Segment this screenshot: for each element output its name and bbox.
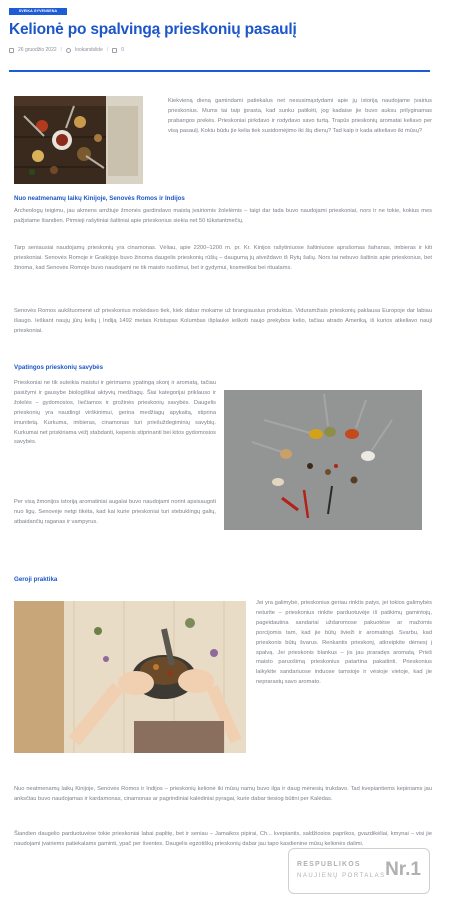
comment-icon	[112, 48, 117, 53]
section-heading-practice: Geroji praktika	[14, 576, 58, 583]
properties-paragraph-2: Per visą žmonijos istoriją aromatiniai augalai buvo naudojami norint apsisaugoti nuo ligų. Senovėje netgi tikėta, kad kai kurie prieskoniai turi stebuklingų galių, atbaidančių raganas ir vampyrus.	[14, 499, 216, 525]
meta-separator: /	[106, 47, 109, 53]
section-heading-history: Nuo neatmenamų laikų Kinijoje, Senovės Romos ir Indijos	[14, 195, 185, 202]
watermark-top: RESPUBLIKOS	[297, 861, 361, 868]
author-icon	[66, 48, 71, 53]
history-paragraph-2: Tarp seniausiai naudojamų prieskonių yra cinamonas. Vėliau, apie 2200–1200 m. pr. Kr. Kinijos rašytiniuose šaltiniuose aprašomas šafranas, imbieras ir kiti prieskoniai. Senovės Romoje ir Graikijoje buvo žinoma daugelis prieskonių rūšių – daugumą jų atveždavo iš Rytų šalių. Nors tai nebuvo šaltinis apie prieskonius, bet žinoma, kad Senovės Romoje buvo naudojami ne tik maisto ruošimui, bet ir gydymui, kosmetikai bei ritualams.	[14, 245, 432, 271]
spices-board-image	[14, 96, 143, 184]
closing-paragraph-2: Šiandien daugelio parduotuvėse tokie prieskoniai labai paplitę, bet ir seniau – Jamaikos pipirai, Ch... kvepiantis, saldžiosios paprikos, gvazdikėliai, kmynai – visi jie naudojami įvairiems patiekalams gaminti, ypač per šventes. Daugelis egzotiškų prieskonių dabar jau tapo kasdienine mūsų kelionės dalimi.	[14, 831, 432, 847]
section-heading-properties: Vpatingos prieskonių savybės	[14, 364, 104, 371]
article-title: Kelionė po spalvingą prieskonių pasaulį	[9, 21, 297, 38]
portal-watermark	[288, 848, 430, 894]
history-paragraph-1: Archeologų teigimu, jau akmens amžiuje žmonės gardindavo maistą įvairiomis žolelėmis – taigi dar tada buvo naudojami prieskoniai, nors ir ne tokie, kokius mes pažįstame šiandien. Pirmieji rašytiniai šaltiniai apie prieskonius siekia net 50 tūkstantmečių.	[14, 208, 432, 224]
spice-spoons-image	[224, 390, 422, 530]
properties-paragraph-1: Prieskoniai ne tik suteikia maistui ir gėrimams ypatingą skonį ir aromatą, tačiau pasižymi ir gausybe biologiškai aktyvių medžiagų. Šiai kategorijai priklauso ir žolelės – gydomosios, liečiamos ir grožinės prieskonių savybės. Daugelis prieskonių yra naudingi virškinimui, gerina medžiagų apykaitą, stiprina imunitetą. Kurkuma, imbieras, cinamonas turi priešuždegiminių savybių. Kurkumai net priskiriama vėžį stabdanti, kepenis stiprinanti bei kitos gydomosios savybės.	[14, 380, 216, 446]
watermark-bottom: NAUJIENŲ PORTALAS	[297, 873, 386, 879]
header-divider	[9, 70, 430, 72]
article-author[interactable]: lookandslide	[75, 47, 103, 53]
intro-paragraph: Kiekvieną dieną gamindami patiekalus net nesusimąstydami apie jų istoriją naudojame įvairius prieskonius. Mums tai taip įprasta, kad sunku patikėti, jog kadaise jie buvo auksu prilyginamas prabangos prekės. Prieskoniai pirkdavo ir rodydavo savo turtą. Trapūs prieskonių aromatai keliavo per visą pasaulį. Kokiu būdu jie kelia tiek susidomėjimo iki šių dienų? Tad kaip ir kada atkeliavo iki mūsų?	[168, 98, 432, 134]
practice-paragraph-1: Jei yra galimybė, prieskonius geriau rinktis patys, jei tokios galimybės neturite – prieskonius rinkite parduotuvėje iš patikimų gamintojų, pageidautina sandariai uždaromose pakuotėse ar mažomis porcijomis tam, kad jie būtų švieži ir aromatingi. Svarbu, kad prieskonis būtų švarus. Renkantis prieskonį, atkreipkite dėmesį į spalvą. Jei prieskonis blankus – jis jau praradęs aromatą. Prieš maisto paruošimą prieskonius patartina pakaitinti. Prieskonius laikykite sandariuose induose tamsioje ir vėsioje vietoje, kad jie neprarastų savo aromato.	[256, 600, 432, 686]
category-tag[interactable]: SVEIKA GYVENSENA	[9, 8, 67, 15]
mortar-pestle-image	[14, 601, 246, 753]
comment-count[interactable]: 0	[121, 47, 125, 53]
article-date: 26 gruodžio 2022	[18, 47, 57, 53]
meta-separator: /	[60, 47, 63, 53]
closing-paragraph-1: Nuo neatmenamų laikų Kinijoje, Senovės Romos ir Indijos – prieskonių kelionė iki mūsų namų buvo ilga ir daug mėnesių trukdavo. Tad kvepiantiems kepiniams jau anksčiau buvo naudojamas ir kardamonas, cinamonas ar pagrindiniai kalėdiniai pyragai, kurie dabar tiesiog būtini per Kalėdas.	[14, 786, 432, 802]
watermark-badge: Nr.1	[385, 859, 421, 880]
history-paragraph-3: Senovės Romos aukštuomenė už prieskonius mokėdavo tiek, kiek dabar mokame už brangiausius produktus. Viduramžiais prieskonių paklausa Europoje dar labiau išaugo. Ieškant naujų jūrų kelių į Indiją 1492 metais Kristupas Kolumbas išplaukė ieškoti naujo prekybos kelio, tačiau atrado Ameriką, iš kurios atkeliavo nauji prieskoniai.	[14, 308, 432, 334]
article-meta	[9, 47, 124, 53]
calendar-icon	[9, 48, 14, 53]
